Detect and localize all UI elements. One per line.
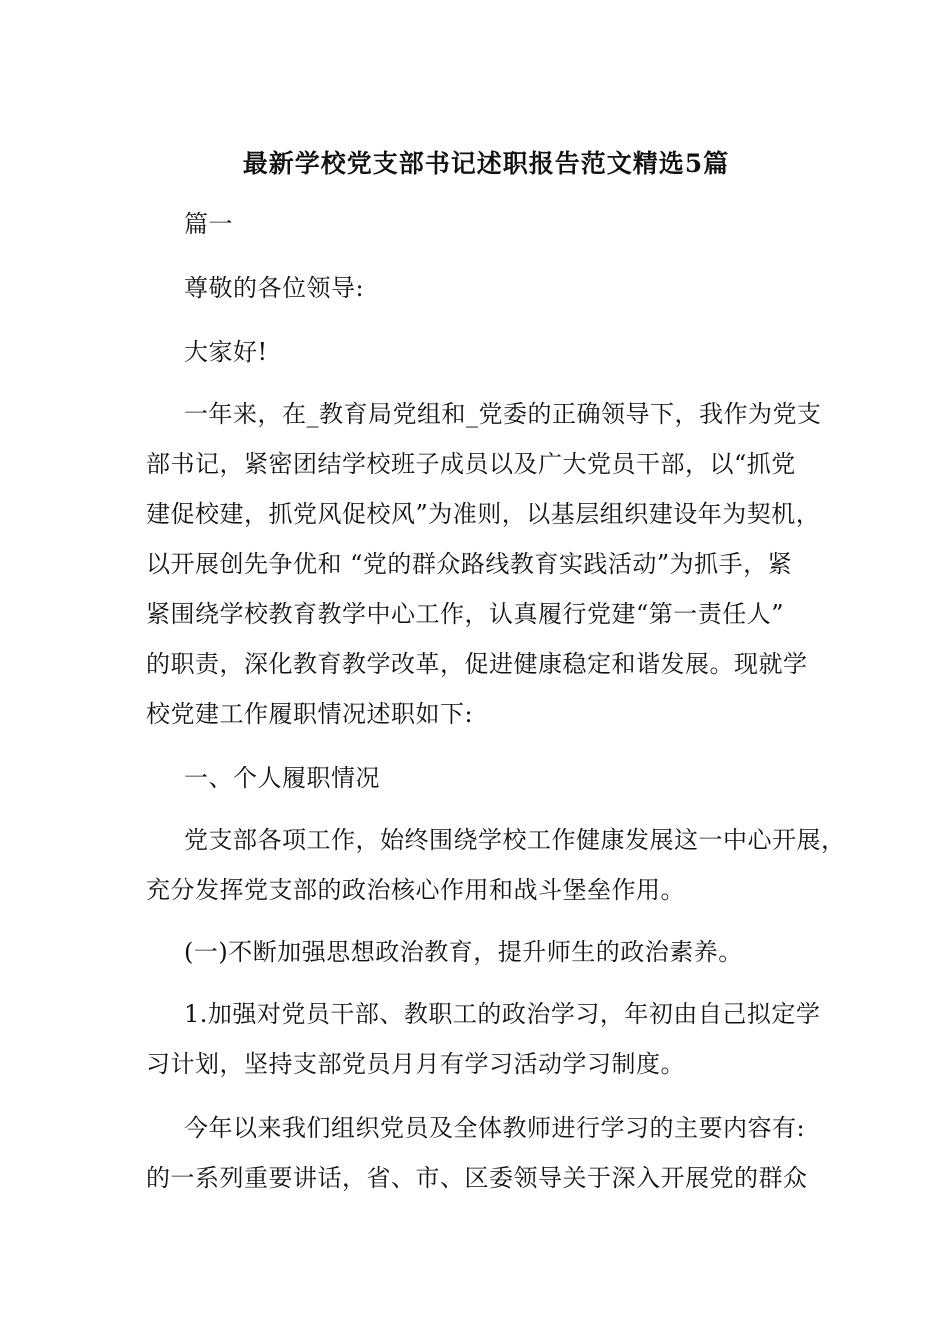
greeting-line: 大家好!: [184, 338, 268, 366]
paragraph-line: 习计划，坚持支部党员月月有学习活动学习制度。: [146, 1050, 685, 1078]
paragraph-line: 以开展创先争优和 “党的群众路线教育实践活动”为抓手，紧: [146, 550, 793, 578]
paragraph-line: 今年以来我们组织党员及全体教师进行学习的主要内容有:: [184, 1114, 806, 1142]
paragraph-line: 校党建工作履职情况述职如下:: [146, 700, 474, 728]
paragraph-line: 紧围绕学校教育教学中心工作，认真履行党建“第一责任人”: [146, 600, 785, 628]
paragraph-line: 党支部各项工作，始终围绕学校工作健康发展这一中心开展，: [184, 826, 846, 854]
paragraph-line: 部书记，紧密团结学校班子成员以及广大党员干部，以“抓党: [146, 450, 796, 478]
paragraph-line: 1.加强对党员干部、教职工的政治学习，年初由自己拟定学: [184, 1000, 821, 1028]
document-title: 最新学校党支部书记述职报告范文精选5篇: [242, 149, 730, 178]
section-heading: 一、个人履职情况: [184, 764, 380, 792]
paragraph-line: 充分发挥党支部的政治核心作用和战斗堡垒作用。: [146, 876, 685, 904]
paragraph-line: 一年来，在_教育局党组和_党委的正确领导下，我作为党支: [184, 400, 822, 428]
salutation-line: 尊敬的各位领导:: [184, 274, 365, 302]
paragraph-line: 建促校建，抓党风促校风”为准则，以基层组织建设年为契机，: [146, 500, 821, 528]
subsection-heading: (一)不断加强思想政治教育，提升师生的政治素养。: [184, 938, 743, 966]
document-page: [146, 0, 846, 1344]
paragraph-line: 的一系列重要讲话，省、市、区委领导关于深入开展党的群众: [146, 1164, 808, 1192]
section-heading-part-one: 篇一: [184, 210, 233, 238]
paragraph-line: 的职责，深化教育教学改革，促进健康稳定和谐发展。现就学: [146, 650, 808, 678]
